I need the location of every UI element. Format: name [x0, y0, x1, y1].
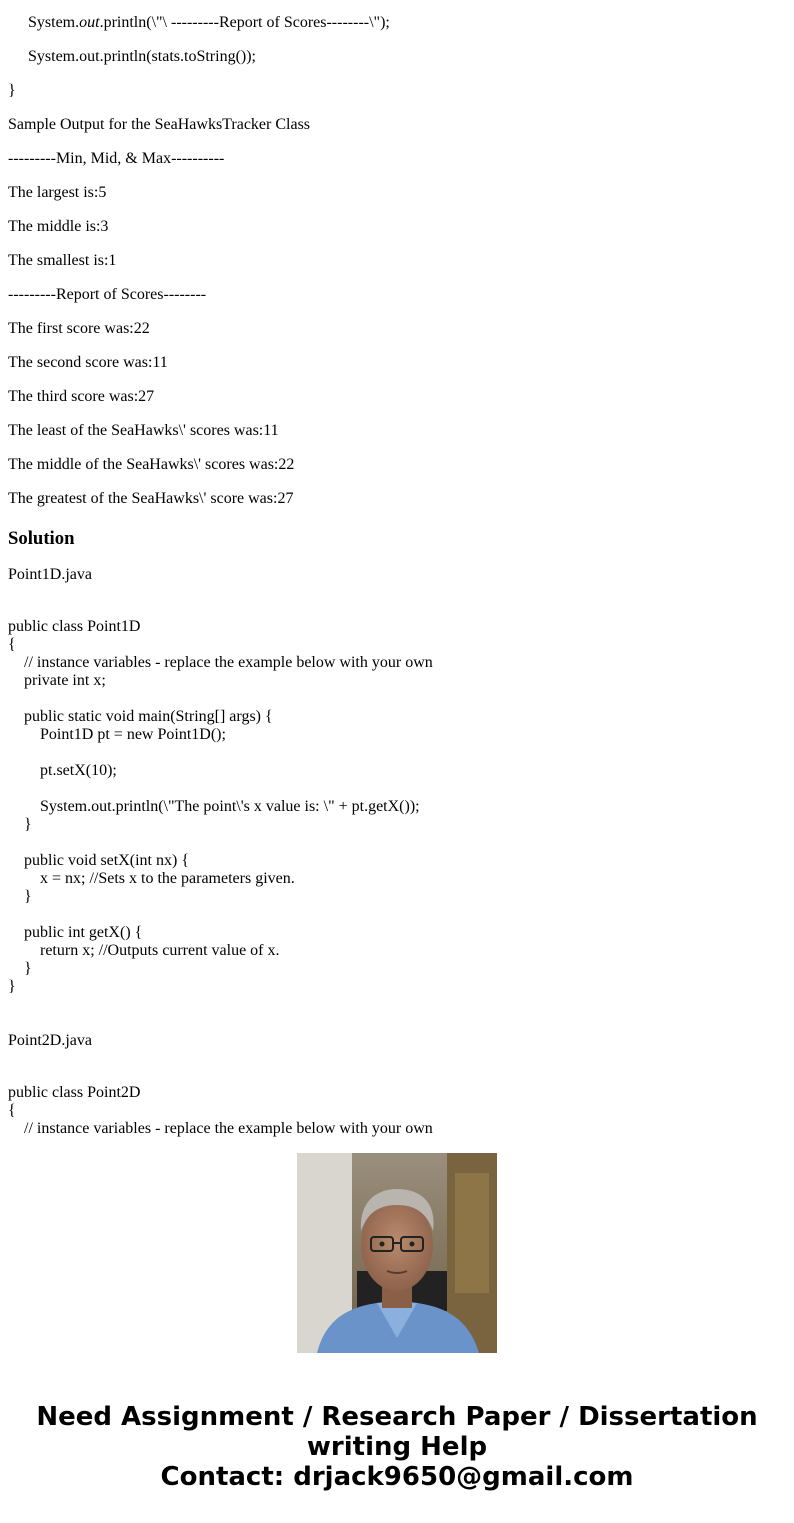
code-line-closing-brace: }: [8, 82, 16, 99]
promo-banner: [0, 1402, 794, 1492]
output-line: The third score was:27: [8, 388, 155, 405]
code-suffix: .println(\"\ ---------Report of Scores--------\");: [99, 14, 390, 31]
sample-output-heading: Sample Output for the SeaHawksTracker Class: [8, 116, 311, 133]
code-line-println-stats: System.out.println(stats.toString());: [28, 48, 256, 65]
code-line-println-report: [8, 0, 786, 32]
output-line: The smallest is:1: [8, 252, 117, 269]
file-name-point2d: Point2D.java: [8, 1032, 92, 1049]
file-name-point1d: Point1D.java: [8, 566, 92, 583]
promo-line-2: writing Help: [306, 1432, 488, 1462]
document-body: [8, 0, 786, 1137]
output-line: The middle is:3: [8, 218, 109, 235]
output-line: The least of the SeaHawks\' scores was:11: [8, 422, 279, 439]
code-block-point2d: public class Point2D { // instance variables - replace the example below with your own: [8, 1084, 433, 1137]
code-block-point1d: public class Point1D { // instance variables - replace the example below with your own private int x; public static void main(String[] args) { Point1D pt = new Point1D(); pt.setX(10); System.out.println(\"The point\'s x value is: \" + pt.getX()); } public void setX(int nx) { x = nx; //Sets x to the parameters given. } public int getX() { return x; //Outputs current value of x. } }: [8, 618, 433, 995]
output-line: ---------Report of Scores--------: [8, 286, 207, 303]
promo-line-1: Need Assignment / Research Paper / Dissertation: [36, 1402, 758, 1432]
output-line: The largest is:5: [8, 184, 107, 201]
output-line: The greatest of the SeaHawks\' score was:27: [8, 490, 294, 507]
portrait-photo: [297, 1153, 497, 1353]
solution-heading: Solution: [8, 528, 75, 549]
output-line: The first score was:22: [8, 320, 150, 337]
code-italic-out: out: [79, 14, 100, 31]
promo-contact: Contact: drjack9650@gmail.com: [160, 1462, 634, 1492]
code-prefix: System.: [28, 14, 80, 31]
output-line: The middle of the SeaHawks\' scores was:22: [8, 456, 295, 473]
tutor-portrait-icon: [297, 1153, 497, 1353]
output-line: The second score was:11: [8, 354, 168, 371]
output-line: ---------Min, Mid, & Max----------: [8, 150, 225, 167]
